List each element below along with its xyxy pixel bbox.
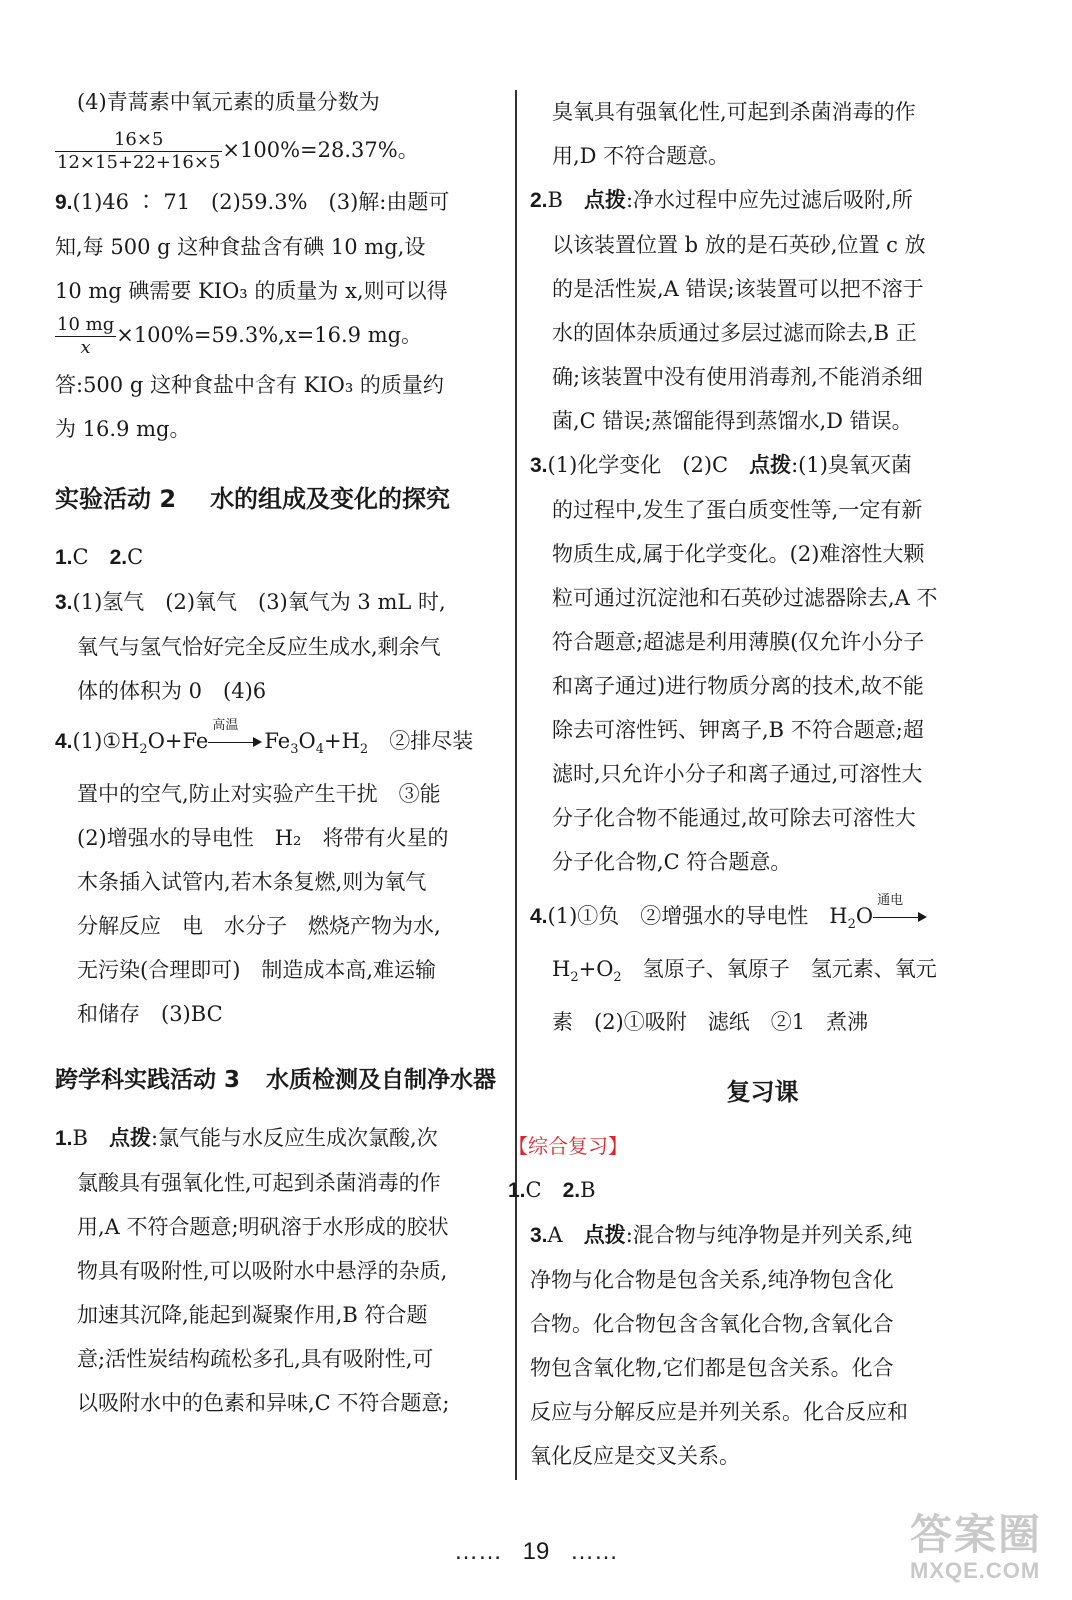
s2-q1-answer: C (72, 545, 110, 569)
q4-line1: 4.(1)①负 ②增强水的导电性 $H_2O$ 通电 (530, 894, 995, 947)
q9-fraction-denominator: x (80, 337, 91, 358)
r-q1-number: 1. (508, 1179, 526, 1203)
s2-q3-line3: 体的体积为 0 (4)6 (77, 679, 267, 703)
eq-part: (1)①H (72, 729, 140, 753)
r-q2-number: 2. (562, 1179, 581, 1203)
q4-text: (1)①负 ②增强水的导电性 H (547, 904, 848, 928)
r-q3-line1 (508, 1213, 995, 1258)
q4-number: 4. (530, 905, 548, 928)
footer-dots-right: …… (570, 1538, 619, 1565)
q9-formula (55, 313, 505, 359)
review-tag: 【综合复习】 (508, 1134, 628, 1159)
q8-fraction (55, 129, 222, 174)
activity-2-title: 水的组成及变化的探究 (210, 485, 451, 513)
q9-number: 9. (55, 191, 73, 214)
eq-part: Fe (264, 729, 291, 753)
s2-q4-line1: $4.(1)①H_2O+Fe$ 高温 $Fe_3O_4+H_2$ ②排尽装 (55, 717, 474, 758)
q3-answer: (1)化学变化 (2)C (547, 453, 750, 477)
reaction-condition: 高温 (212, 717, 239, 733)
q2-line6: 菌,C 错误;蒸馏能得到蒸馏水,D 错误。 (552, 409, 913, 433)
q9-fraction-numerator: 10 mg (57, 314, 115, 335)
q2-line5: 确;该装置中没有使用消毒剂,不能消杀细 (552, 365, 923, 389)
s3-q1-line7: 以吸附水中的色素和异味,C 不符合题意; (77, 1391, 450, 1416)
reaction-condition: 通电 (877, 892, 904, 908)
s2-q1-number: 1. (55, 546, 73, 569)
q8-result: ×100%=28.37%。 (222, 138, 419, 162)
q8-part4 (55, 80, 505, 124)
q3-line3: 物质生成,属于化学变化。(2)难溶性大颗 (552, 542, 925, 566)
q2-line2: 以该装置位置 b 放的是石英砂,位置 c 放 (552, 233, 926, 257)
r-q1-answer: C (525, 1178, 563, 1203)
r-q3-line2: 净物与化合物是包含关系,纯净物包含化 (530, 1268, 894, 1293)
q3-line6: 和离子通过)进行物质分离的技术,故不能 (552, 674, 924, 698)
s2-q3-text: (1)氢气 (2)氧气 (3)氧气为 3 mL 时, (72, 590, 446, 614)
r-q3-answer: A (547, 1223, 584, 1248)
eq-part: +O (578, 957, 614, 982)
watermark-bottom-text: MXQE.COM (910, 1558, 1041, 1583)
q3-line2: 的过程中,发生了蛋白质变性等,一定有新 (552, 498, 923, 522)
watermark-top-text: 答案圈 (910, 1511, 1043, 1558)
reaction-arrow-icon (873, 892, 929, 928)
q4-line3: 素 (2)①吸附 滤纸 ②1 煮沸 (552, 1010, 869, 1035)
s3-q1-answer: B (72, 1126, 109, 1151)
q3-text: :(1)臭氧灭菌 (791, 453, 912, 477)
s2-q3-number: 3. (55, 591, 73, 614)
q3-line4: 粒可通过沉淀池和石英砂过滤器除去,A 不 (552, 586, 938, 610)
q9-result: ×100%=59.3%,x=16.9 mg。 (116, 323, 423, 347)
r-q3-text: :混合物与纯净物是并列关系,纯 (625, 1223, 913, 1248)
page-number: 19 (522, 1538, 550, 1565)
q2-answer: B (547, 188, 584, 212)
eq-part: ②排尽装 (368, 729, 474, 753)
s2-q4-line3: (2)增强水的导电性 H₂ 将带有火星的 (77, 826, 449, 851)
r-q1-q2 (508, 1168, 995, 1213)
s3-q1-text: :氯气能与水反应生成次氯酸,次 (150, 1126, 438, 1151)
column-divider (515, 90, 517, 1480)
q9-text: (1)46 ∶ 71 (2)59.3% (3)解:由题可 (72, 190, 450, 214)
s2-q4-line2: 置中的空气,防止对实验产生干扰 ③能 (77, 782, 441, 807)
hint-label: 点拨 (583, 1223, 626, 1248)
s2-q2-number: 2. (109, 546, 128, 569)
continued-line2: 用,D 不符合题意。 (552, 144, 730, 168)
section-heading-activity-2 (55, 477, 505, 521)
s2-q4-line6: 无污染(合理即可) 制造成本高,难运输 (77, 958, 437, 983)
eq-part: O (298, 729, 316, 753)
s3-q1-line1 (55, 1116, 505, 1161)
s2-q4-number: 4. (55, 730, 73, 753)
q9-line1 (55, 180, 505, 225)
hint-label: 点拨 (583, 188, 626, 212)
r-q3-line5: 反应与分解反应是并列关系。化合反应和 (530, 1400, 908, 1425)
q8-formula (55, 128, 505, 174)
activity-3-title: 水质检测及自制净水器 (266, 1067, 497, 1094)
q8-fraction-numerator: 16×5 (55, 129, 222, 152)
review-title: 复习课 (726, 1078, 799, 1107)
s3-q1-line6: 意;活性炭结构疏松多孔,具有吸附性,可 (77, 1347, 434, 1372)
s2-q3-line2: 氧气与氢气恰好完全反应生成水,剩余气 (77, 635, 441, 659)
q4-text: 氢原子、氧原子 氢元素、氧元 (621, 957, 937, 982)
q8-part4-label: (4) (77, 90, 107, 114)
s2-q4-line5: 分解反应 电 水分子 燃烧产物为水, (77, 914, 441, 939)
q3-line8: 滤时,只允许小分子和离子通过,可溶性大 (552, 762, 923, 786)
section-heading-activity-3 (55, 1058, 505, 1102)
q3-line9: 分子化合物不能通过,故可除去可溶性大 (552, 806, 916, 830)
s2-q2-answer: C (127, 545, 144, 569)
s3-q1-line2: 氯酸具有强氧化性,可起到杀菌消毒的作 (77, 1171, 441, 1196)
continued-line1: 臭氧具有强氧化性,可起到杀菌消毒的作 (552, 100, 916, 124)
q9-answer-line2: 为 16.9 mg。 (55, 417, 191, 441)
q9-line2: 知,每 500 g 这种食盐含有碘 10 mg,设 (55, 235, 426, 259)
hint-label: 点拨 (749, 453, 792, 477)
q3-line5: 符合题意;超滤是利用薄膜(仅允许小分子 (552, 630, 925, 654)
q9-line3: 10 mg 碘需要 KIO₃ 的质量为 x,则可以得 (55, 279, 448, 303)
s2-q1-q2 (55, 535, 505, 580)
watermark-logo (910, 1512, 1060, 1592)
s3-q1-line4: 物具有吸附性,可以吸附水中悬浮的杂质, (77, 1259, 448, 1284)
s3-q1-number: 1. (55, 1127, 73, 1151)
eq-part: +H (324, 729, 360, 753)
r-q3-line6: 氧化反应是交叉关系。 (530, 1444, 740, 1469)
q3-number: 3. (530, 454, 548, 477)
s2-q3-line1 (55, 580, 505, 625)
q3-line10: 分子化合物,C 符合题意。 (552, 850, 792, 874)
r-q3-number: 3. (530, 1224, 548, 1248)
q8-part4-text: 青蒿素中氧元素的质量分数为 (106, 90, 380, 114)
q2-line4: 水的固体杂质通过多层过滤而除去,B 正 (552, 321, 917, 345)
footer-dots-left: …… (453, 1538, 502, 1565)
q2-line1 (530, 178, 995, 223)
q3-line7: 除去可溶性钙、钾离子,B 不符合题意;超 (552, 718, 924, 742)
s3-q1-line3: 用,A 不符合题意;明矾溶于水形成的胶状 (77, 1215, 449, 1240)
eq-part: H (552, 957, 571, 982)
q4-line2: $H_2+O_2$ 氢原子、氧原子 氢元素、氧元 (552, 957, 937, 986)
right-column (508, 90, 995, 1478)
reaction-arrow-icon (208, 717, 264, 753)
left-column (55, 80, 505, 1425)
r-q3-line4: 物包含氧化物,它们都是包含关系。化合 (530, 1356, 894, 1381)
q9-answer-line1: 答:500 g 这种食盐中含有 KIO₃ 的质量约 (55, 373, 444, 397)
q8-fraction-denominator: 12×15+22+16×5 (57, 152, 221, 173)
r-q3-line3: 合物。化合物包含含氧化合物,含氧化合 (530, 1312, 894, 1337)
hint-label: 点拨 (108, 1126, 151, 1151)
q3-line1 (530, 443, 995, 488)
q9-fraction (55, 314, 116, 359)
s2-q4-line4: 木条插入试管内,若木条复燃,则为氧气 (77, 870, 427, 895)
activity-3-number: 跨学科实践活动 3 (55, 1067, 241, 1094)
r-q2-answer: B (580, 1178, 596, 1203)
activity-2-number: 实验活动 2 (55, 485, 177, 513)
s2-q4-line7: 和储存 (3)BC (77, 1002, 223, 1027)
q2-line3: 的是活性炭,A 错误;该装置可以把不溶于 (552, 277, 924, 301)
q2-text: :净水过程中应先过滤后吸附,所 (625, 188, 913, 212)
q2-number: 2. (530, 189, 548, 212)
eq-part: O (855, 904, 874, 928)
eq-part: O+Fe (147, 729, 209, 753)
s3-q1-line5: 加速其沉降,能起到凝聚作用,B 符合题 (77, 1303, 428, 1328)
